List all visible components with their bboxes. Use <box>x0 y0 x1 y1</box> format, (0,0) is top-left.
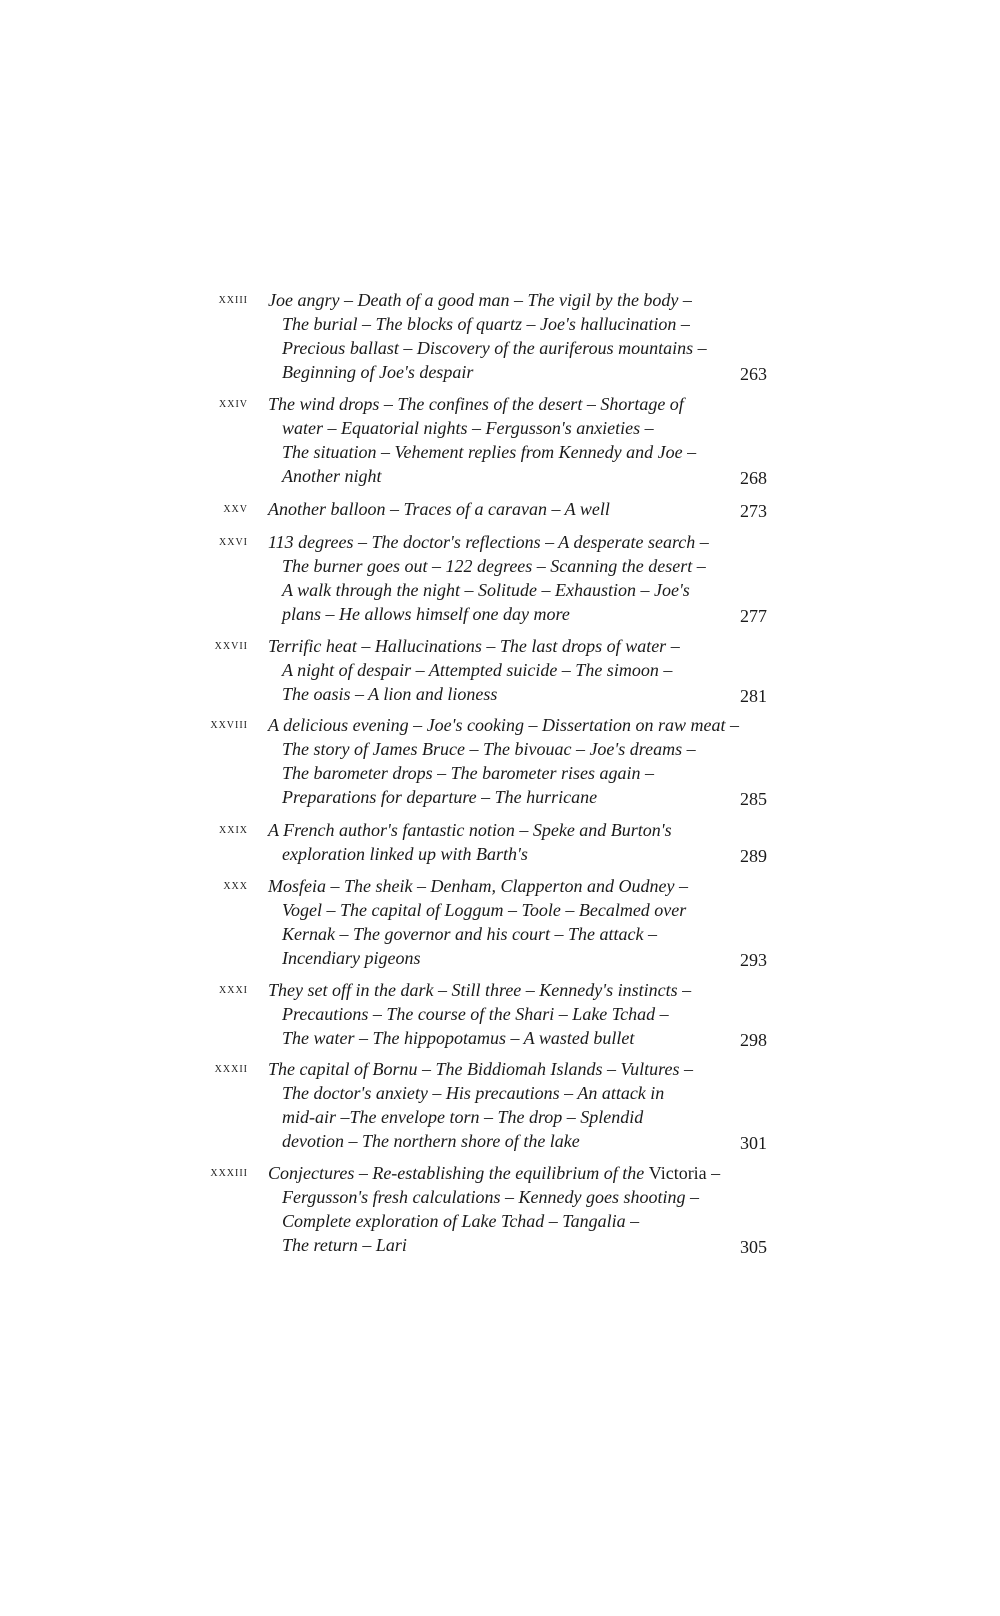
entry-line: The capital of Bornu – The Biddiomah Islands – Vultures – <box>268 1059 693 1079</box>
page-number: 263 <box>740 364 767 384</box>
entry-line: Vogel – The capital of Loggum – Toole – Becalmed over <box>282 900 687 920</box>
ship-name-roman: Victoria – <box>648 1163 721 1183</box>
entry-line <box>268 1161 720 1185</box>
entry-line: 113 degrees – The doctor's reflections – A desperate search – <box>268 532 709 552</box>
entry-line: exploration linked up with Barth's <box>282 844 528 864</box>
chapter-numeral: xxvii <box>214 638 248 653</box>
chapter-numeral: xxxii <box>214 1061 248 1076</box>
entry-line: The barometer drops – The barometer rises again – <box>282 763 654 783</box>
entry-line: Fergusson's fresh calculations – Kennedy goes shooting – <box>282 1187 699 1207</box>
entry-line: The wind drops – The confines of the desert – Shortage of <box>268 394 684 414</box>
page-number: 285 <box>740 789 767 809</box>
entry-line: The doctor's anxiety – His precautions – An attack in <box>282 1083 665 1103</box>
entry-line: Preparations for departure – The hurricane <box>282 787 598 807</box>
entry-line: Terrific heat – Hallucinations – The last drops of water – <box>268 636 680 656</box>
entry-line: Precautions – The course of the Shari – Lake Tchad – <box>282 1004 669 1024</box>
page-number: 273 <box>740 501 767 521</box>
entry-line: The burner goes out – 122 degrees – Scanning the desert – <box>282 556 706 576</box>
entry-line: Kernak – The governor and his court – The attack – <box>282 924 657 944</box>
entry-line: The situation – Vehement replies from Kennedy and Joe – <box>282 442 697 462</box>
chapter-numeral: xxxi <box>219 982 248 997</box>
entry-line: The oasis – A lion and lioness <box>282 684 498 704</box>
page-number: 289 <box>740 846 767 866</box>
entry-line: plans – He allows himself one day more <box>282 604 570 624</box>
entry-line: The story of James Bruce – The bivouac – Joe's dreams – <box>282 739 696 759</box>
entry-line: A night of despair – Attempted suicide – The simoon – <box>282 660 673 680</box>
chapter-numeral: xxvi <box>219 534 248 549</box>
page-number: 281 <box>740 686 767 706</box>
entry-line: Beginning of Joe's despair <box>282 362 474 382</box>
page-number: 268 <box>740 468 767 488</box>
entry-line: Precious ballast – Discovery of the auriferous mountains – <box>282 338 707 358</box>
chapter-numeral: xxviii <box>210 717 248 732</box>
entry-line-text: Conjectures – Re-establishing the equilibrium of the <box>268 1163 645 1183</box>
page-number: 298 <box>740 1030 767 1050</box>
entry-line: Incendiary pigeons <box>282 948 421 968</box>
entry-line: Complete exploration of Lake Tchad – Tangalia – <box>282 1211 640 1231</box>
entry-line: water – Equatorial nights – Fergusson's anxieties – <box>282 418 654 438</box>
entry-line: A delicious evening – Joe's cooking – Dissertation on raw meat – <box>268 715 739 735</box>
entry-line: Another night <box>282 466 382 486</box>
chapter-numeral: xxx <box>223 878 248 893</box>
entry-line: The return – Lari <box>282 1235 407 1255</box>
entry-line: A walk through the night – Solitude – Exhaustion – Joe's <box>282 580 690 600</box>
entry-line: They set off in the dark – Still three – Kennedy's instincts – <box>268 980 692 1000</box>
chapter-numeral: xxv <box>223 501 248 516</box>
chapter-numeral: xxix <box>219 822 248 837</box>
chapter-numeral: xxiv <box>219 396 248 411</box>
page-number: 301 <box>740 1133 767 1153</box>
entry-line: Mosfeia – The sheik – Denham, Clapperton and Oudney – <box>268 876 688 896</box>
entry-line: The water – The hippopotamus – A wasted bullet <box>282 1028 635 1048</box>
entry-line: devotion – The northern shore of the lake <box>282 1131 580 1151</box>
page-number: 277 <box>740 606 767 626</box>
entry-line: A French author's fantastic notion – Speke and Burton's <box>268 820 672 840</box>
entry-line: Another balloon – Traces of a caravan – A well <box>268 499 610 519</box>
page-number: 293 <box>740 950 767 970</box>
entry-line: mid-air –The envelope torn – The drop – Splendid <box>282 1107 644 1127</box>
chapter-numeral: xxxiii <box>210 1165 248 1180</box>
chapter-numeral: xxiii <box>218 292 248 307</box>
entry-line: The burial – The blocks of quartz – Joe's hallucination – <box>282 314 690 334</box>
entry-line: Joe angry – Death of a good man – The vigil by the body – <box>268 290 692 310</box>
page-number: 305 <box>740 1237 767 1257</box>
